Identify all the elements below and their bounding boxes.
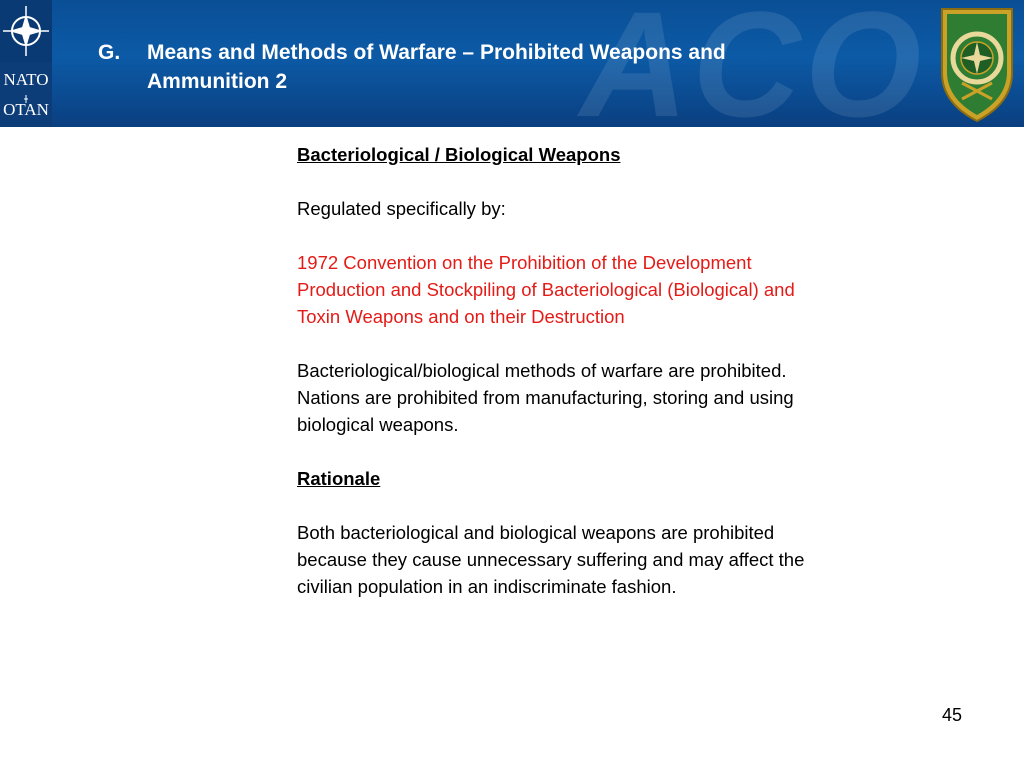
- logo-text-otan: OTAN: [3, 100, 49, 119]
- convention-line-2: Production and Stockpiling of Bacteriological (Biological) and: [297, 279, 795, 300]
- heading-biological-weapons: Bacteriological / Biological Weapons: [297, 144, 621, 165]
- rationale-paragraph: [297, 519, 937, 600]
- prohibition-line-2: Nations are prohibited from manufacturing, storing and using: [297, 387, 794, 408]
- slide-title: [98, 38, 726, 96]
- heading-rationale: Rationale: [297, 468, 381, 489]
- nato-logo: [0, 0, 52, 127]
- rationale-line-1: Both bacteriological and biological weapons are prohibited: [297, 522, 775, 543]
- slide-header: [0, 0, 1024, 127]
- prohibition-paragraph: [297, 357, 937, 438]
- title-line-2: Ammunition 2: [147, 70, 287, 93]
- convention-text: [297, 249, 937, 330]
- logo-text-nato: NATO: [3, 70, 49, 89]
- prohibition-line-3: biological weapons.: [297, 414, 459, 435]
- aco-watermark: ACO: [580, 0, 926, 127]
- slide-body: [297, 141, 937, 627]
- rationale-line-2: because they cause unnecessary suffering and may affect the: [297, 549, 805, 570]
- title-line-1: Means and Methods of Warfare – Prohibited Weapons and: [147, 41, 726, 64]
- convention-line-3: Toxin Weapons and on their Destruction: [297, 306, 625, 327]
- prohibition-line-1: Bacteriological/biological methods of warfare are prohibited.: [297, 360, 787, 381]
- convention-line-1: 1972 Convention on the Prohibition of the Development: [297, 252, 752, 273]
- regulated-text: Regulated specifically by:: [297, 198, 506, 219]
- aco-shield-emblem-icon: [938, 3, 1016, 125]
- rationale-line-3: civilian population in an indiscriminate fashion.: [297, 576, 677, 597]
- logo-divider: [24, 90, 28, 96]
- page-number: 45: [941, 705, 962, 725]
- title-number: G.: [98, 41, 121, 64]
- nato-compass-icon: [0, 0, 52, 62]
